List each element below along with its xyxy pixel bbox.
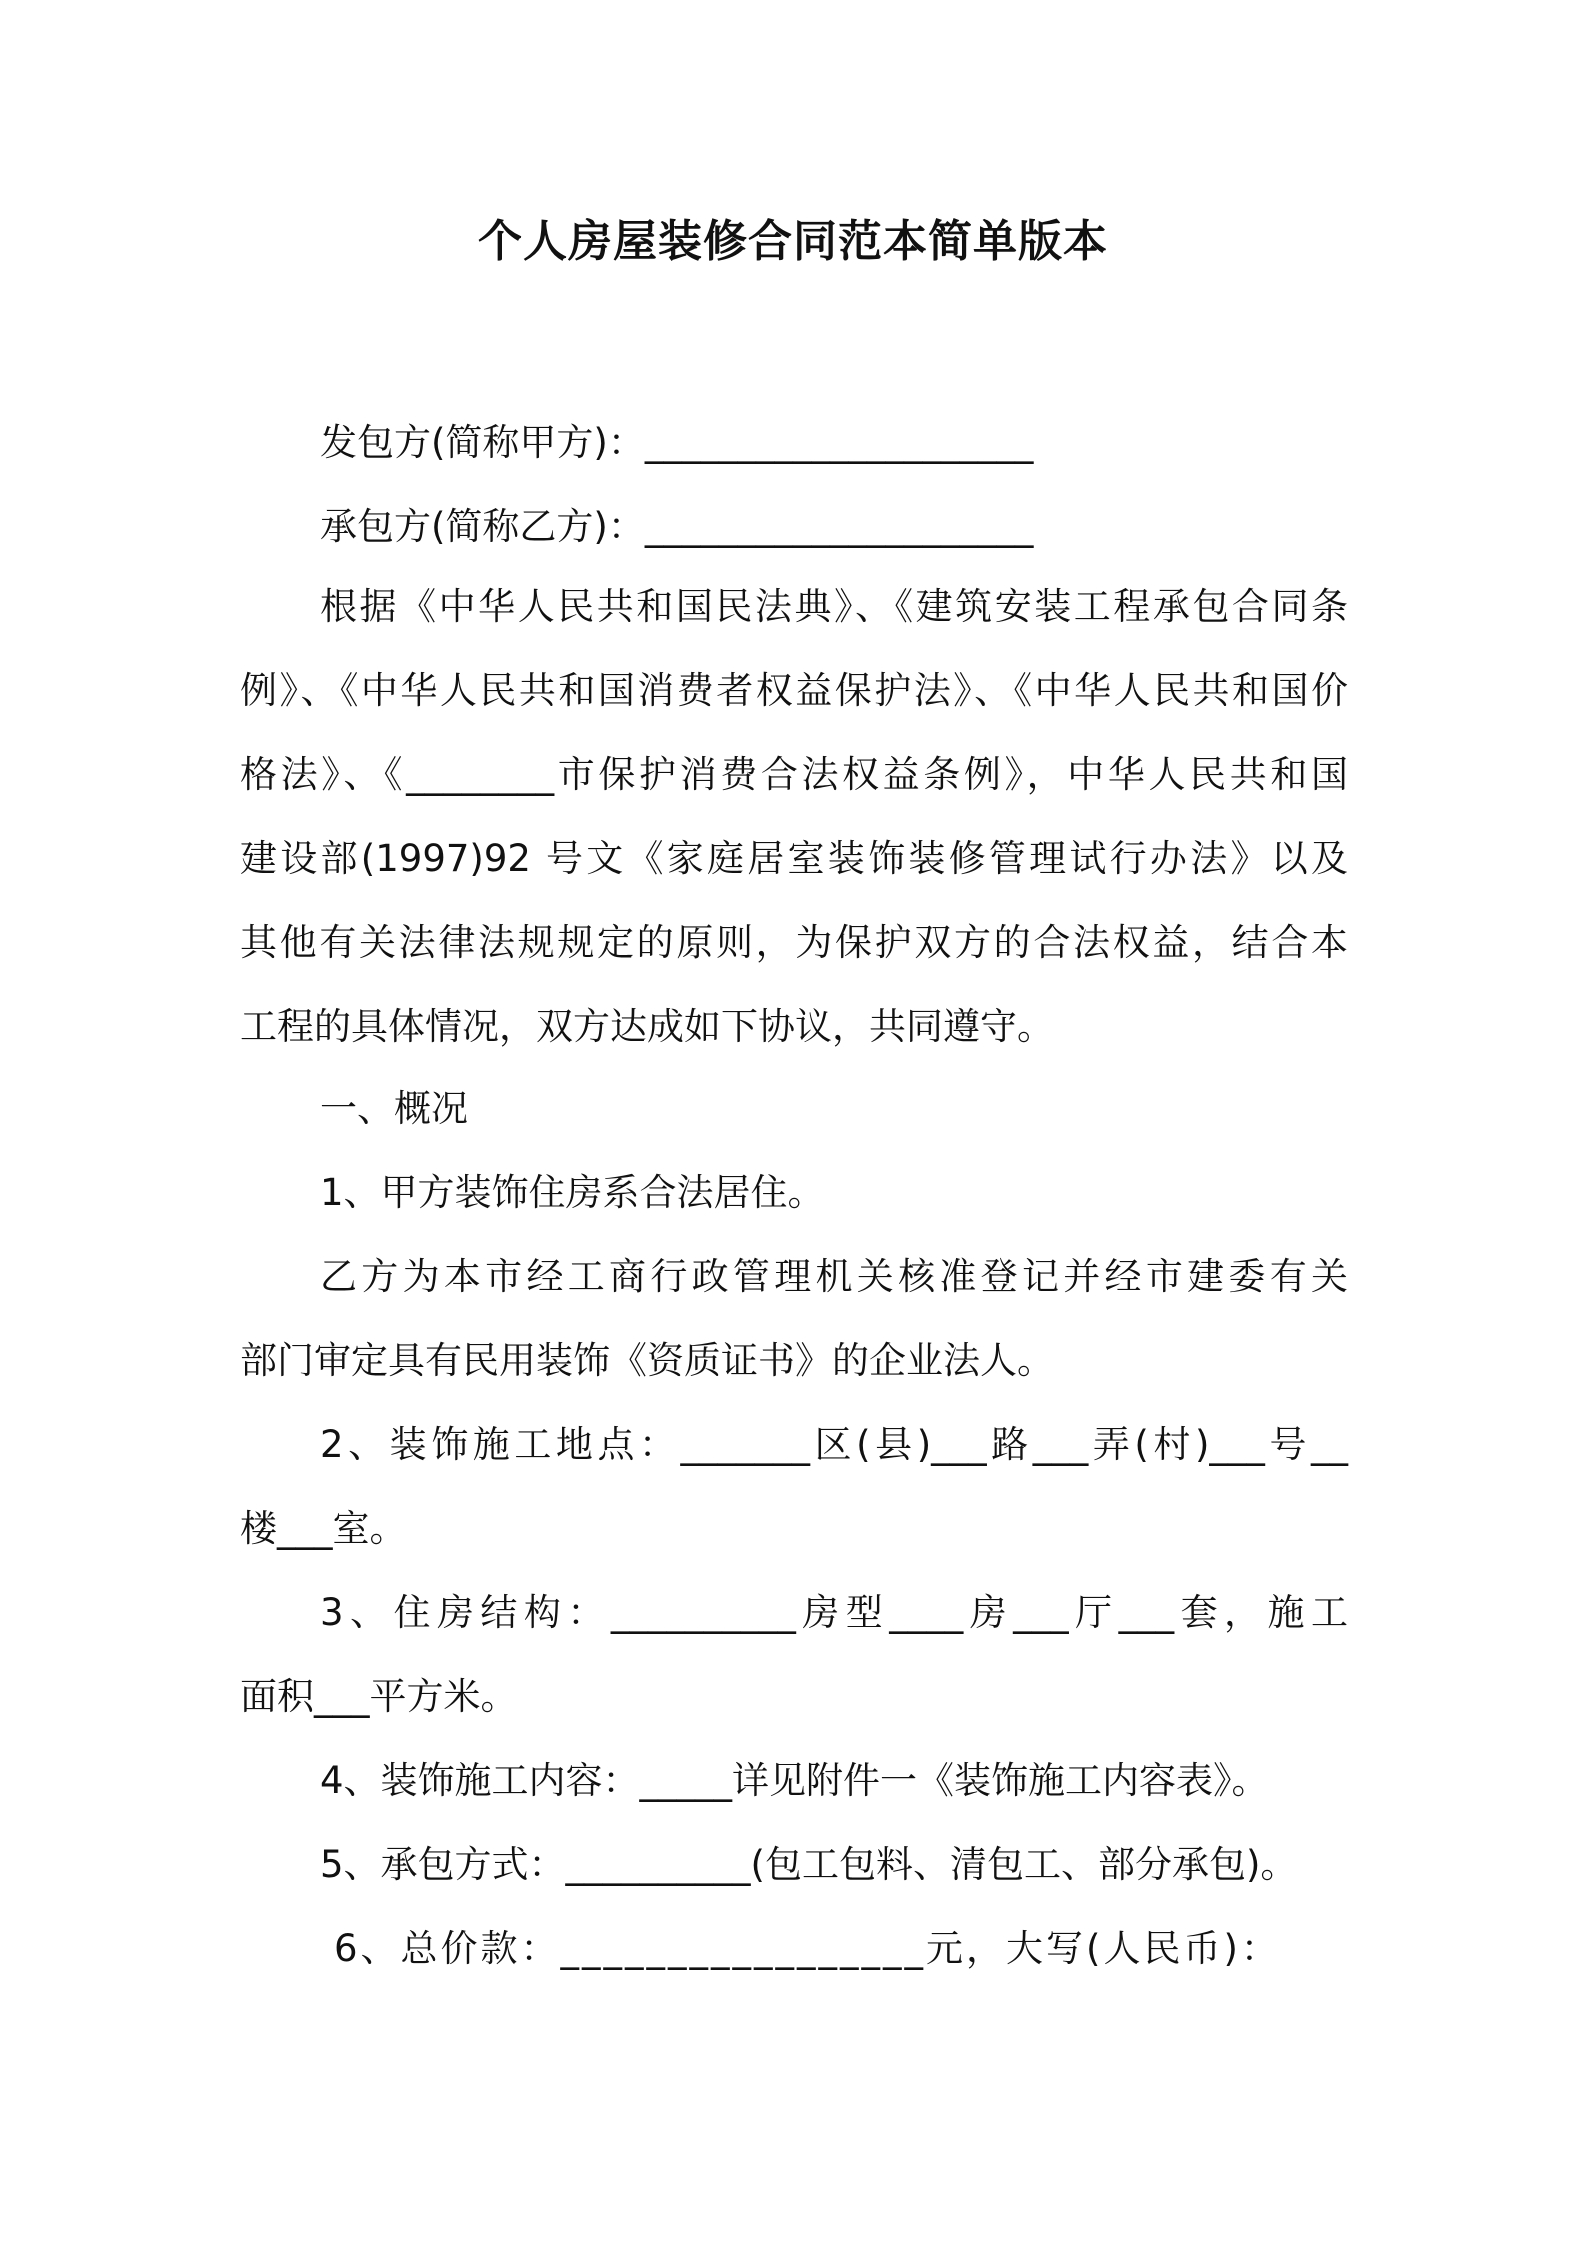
item-4: 4、装饰施工内容：_____详见附件一《装饰施工内容表》。 xyxy=(320,1759,1269,1802)
preamble-line-1: 根据《中华人民共和国民法典》、《建筑安装工程承包合同条 xyxy=(320,585,1348,628)
item-1-cont-line-2: 部门审定具有民用装饰《资质证书》的企业法人。 xyxy=(240,1339,1054,1382)
item-6: 6、总价款：_________________元，大写(人民币)： xyxy=(334,1927,1281,1970)
party-a-line: 发包方(简称甲方)：_____________________ xyxy=(320,421,1034,464)
preamble-line-4: 建设部(1997)92 号文《家庭居室装饰装修管理试行办法》以及 xyxy=(240,837,1348,880)
item-3-line-1: 3、住房结构：__________房型____房___厅___套，施工 xyxy=(320,1591,1348,1634)
preamble-line-5: 其他有关法律法规规定的原则，为保护双方的合法权益，结合本 xyxy=(240,921,1348,964)
item-5: 5、承包方式：__________(包工包料、清包工、部分承包)。 xyxy=(320,1843,1298,1886)
item-1: 1、甲方装饰住房系合法居住。 xyxy=(320,1171,825,1214)
item-1-cont-line-1: 乙方为本市经工商行政管理机关核准登记并经市建委有关 xyxy=(320,1255,1348,1298)
preamble-line-2: 例》、《中华人民共和国消费者权益保护法》、《中华人民共和国价 xyxy=(240,669,1348,712)
party-b-line: 承包方(简称乙方)：_____________________ xyxy=(320,505,1034,548)
item-2-line-2: 楼___室。 xyxy=(240,1507,407,1550)
section-1-heading: 一、概况 xyxy=(320,1087,468,1130)
preamble-line-3: 格法》、《________市保护消费合法权益条例》，中华人民共和国 xyxy=(240,753,1348,796)
preamble-line-6: 工程的具体情况，双方达成如下协议，共同遵守。 xyxy=(240,1005,1054,1048)
item-2-line-1: 2、装饰施工地点：_______区(县)___路___弄(村)___号__ xyxy=(320,1423,1348,1466)
document-title: 个人房屋装修合同范本简单版本 xyxy=(478,216,1108,267)
item-3-line-2: 面积___平方米。 xyxy=(240,1675,518,1718)
